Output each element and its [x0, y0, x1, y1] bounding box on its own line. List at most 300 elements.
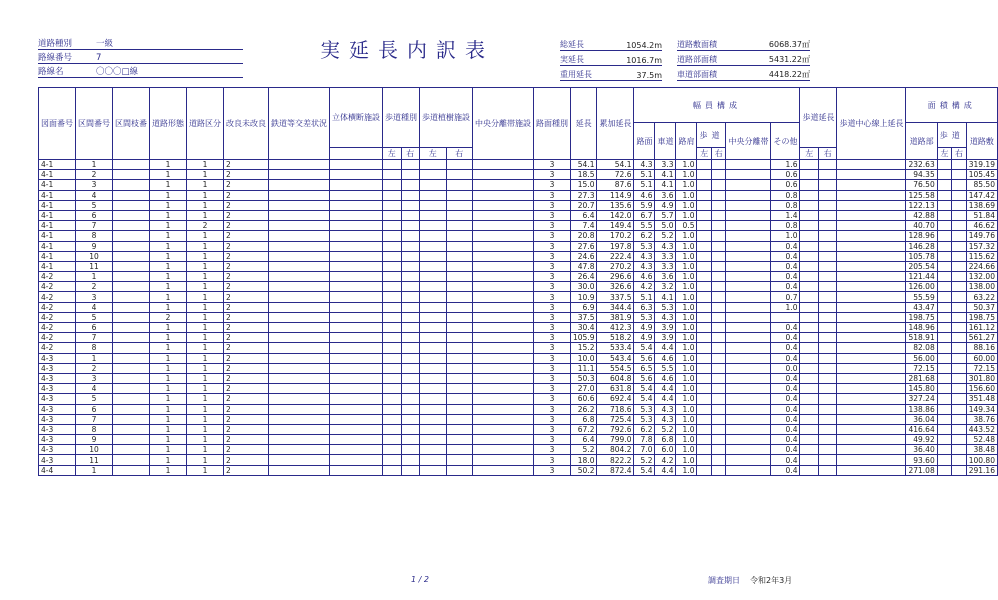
table-cell [697, 333, 712, 343]
table-cell [446, 404, 473, 414]
table-cell [800, 231, 819, 241]
table-cell: 27.0 [571, 384, 597, 394]
header-left-label: 路線名 [38, 67, 64, 77]
table-cell [383, 394, 402, 404]
table-cell: 4-2 [39, 272, 76, 282]
table-cell [937, 180, 951, 190]
table-cell [952, 210, 967, 220]
table-cell: 37.5 [571, 312, 597, 322]
table-cell: 1 [187, 160, 224, 170]
table-cell [726, 363, 771, 373]
table-cell [837, 353, 906, 363]
table-cell: 4.1 [655, 180, 676, 190]
col-sidewalk-type: 歩道種別 [383, 88, 420, 148]
table-cell: 125.58 [906, 190, 937, 200]
table-cell [937, 200, 951, 210]
table-cell: 7 [76, 333, 113, 343]
table-cell: 3 [534, 465, 571, 475]
table-cell [697, 414, 712, 424]
table-cell [269, 435, 330, 445]
table-cell [113, 373, 150, 383]
table-cell: 1 [187, 424, 224, 434]
table-cell: 4-3 [39, 445, 76, 455]
table-cell: 43.47 [906, 302, 937, 312]
table-row [39, 323, 998, 333]
table-cell [697, 323, 712, 333]
table-cell [837, 231, 906, 241]
table-cell [800, 292, 819, 302]
table-cell: 156.60 [966, 384, 997, 394]
table-cell [383, 231, 402, 241]
table-cell: 4-1 [39, 170, 76, 180]
table-cell [726, 465, 771, 475]
table-cell: 692.4 [597, 394, 634, 404]
table-cell [420, 384, 447, 394]
table-cell: 3 [534, 424, 571, 434]
table-cell: 1 [150, 455, 187, 465]
table-cell [330, 200, 383, 210]
table-cell: 161.12 [966, 323, 997, 333]
table-cell [726, 210, 771, 220]
table-cell: 27.3 [571, 190, 597, 200]
table-cell [837, 384, 906, 394]
table-row [39, 190, 998, 200]
table-cell [330, 251, 383, 261]
table-cell [697, 180, 712, 190]
table-cell [383, 200, 402, 210]
table-cell [383, 312, 402, 322]
table-cell: 88.16 [966, 343, 997, 353]
table-cell [818, 170, 837, 180]
table-cell: 7 [76, 414, 113, 424]
table-cell: 46.62 [966, 221, 997, 231]
header-left-label: 路線番号 [38, 53, 73, 63]
table-cell [952, 231, 967, 241]
table-cell: 1.0 [676, 282, 697, 292]
table-cell [697, 353, 712, 363]
table-cell: 224.66 [966, 261, 997, 271]
table-cell: 6.3 [634, 302, 655, 312]
table-row [39, 272, 998, 282]
table-cell: 2 [224, 404, 269, 414]
col-width-group: 幅員構成 [634, 88, 800, 123]
table-cell: 1.0 [676, 170, 697, 180]
table-cell: 0.4 [771, 241, 800, 251]
table-cell [818, 282, 837, 292]
table-cell [800, 160, 819, 170]
table-cell [113, 394, 150, 404]
col-w-sidewalk: 歩道 [697, 123, 726, 148]
table-cell [383, 180, 402, 190]
table-cell [711, 302, 726, 312]
table-cell: 792.6 [597, 424, 634, 434]
table-cell: 6.2 [634, 231, 655, 241]
table-cell: 3.6 [655, 190, 676, 200]
table-cell [420, 465, 447, 475]
table-cell [269, 343, 330, 353]
table-cell: 0.4 [771, 465, 800, 475]
col-sidewalk-len: 歩道延長 [800, 88, 837, 148]
table-cell: 1 [150, 414, 187, 424]
table-cell: 4.3 [655, 404, 676, 414]
col-sidewalk-type-right: 右 [401, 148, 420, 160]
table-cell [113, 384, 150, 394]
table-cell: 3 [534, 435, 571, 445]
table-cell [800, 190, 819, 200]
table-cell [473, 363, 534, 373]
table-cell: 1 [187, 200, 224, 210]
table-cell: 0.4 [771, 404, 800, 414]
table-cell [330, 404, 383, 414]
table-cell [800, 373, 819, 383]
table-cell [818, 312, 837, 322]
table-cell: 7.4 [571, 221, 597, 231]
table-cell [952, 445, 967, 455]
table-cell [837, 282, 906, 292]
table-cell [420, 200, 447, 210]
table-cell: 4-1 [39, 231, 76, 241]
table-cell: 222.4 [597, 251, 634, 261]
table-cell: 121.44 [906, 272, 937, 282]
table-cell [937, 414, 951, 424]
table-cell [818, 323, 837, 333]
table-cell: 72.6 [597, 170, 634, 180]
table-cell [420, 323, 447, 333]
table-cell [330, 241, 383, 251]
table-cell [383, 251, 402, 261]
table-cell: 6 [76, 404, 113, 414]
table-cell [818, 404, 837, 414]
table-cell [446, 394, 473, 404]
table-cell [473, 424, 534, 434]
table-cell: 67.2 [571, 424, 597, 434]
table-cell: 4-3 [39, 363, 76, 373]
table-cell [401, 160, 420, 170]
table-cell [697, 190, 712, 200]
header-right-length-row [560, 66, 662, 81]
table-cell [697, 363, 712, 373]
table-cell [697, 221, 712, 231]
table-cell [937, 424, 951, 434]
table-cell [401, 404, 420, 414]
table-cell: 138.69 [966, 200, 997, 210]
table-cell: 4 [76, 302, 113, 312]
table-cell: 26.4 [571, 272, 597, 282]
table-cell: 93.60 [906, 455, 937, 465]
table-cell: 1.0 [676, 343, 697, 353]
table-cell [837, 424, 906, 434]
table-cell [697, 160, 712, 170]
table-cell [837, 190, 906, 200]
table-cell: 4-3 [39, 455, 76, 465]
table-cell: 1.0 [676, 251, 697, 261]
table-cell: 2 [224, 190, 269, 200]
table-cell: 4.1 [655, 170, 676, 180]
table-cell: 3 [534, 160, 571, 170]
table-row [39, 302, 998, 312]
table-cell [446, 363, 473, 373]
table-cell: 3 [534, 302, 571, 312]
table-cell: 1 [150, 445, 187, 455]
table-cell [726, 333, 771, 343]
table-cell: 4-3 [39, 353, 76, 363]
table-cell: 4-3 [39, 373, 76, 383]
table-cell [726, 272, 771, 282]
table-cell: 554.5 [597, 363, 634, 373]
table-cell: 5.2 [655, 424, 676, 434]
table-cell [113, 445, 150, 455]
header-left-block [38, 36, 243, 78]
table-cell: 142.0 [597, 210, 634, 220]
table-cell [837, 414, 906, 424]
table-cell: 2 [224, 384, 269, 394]
table-cell: 1 [187, 363, 224, 373]
table-cell [446, 465, 473, 475]
table-cell [330, 363, 383, 373]
table-cell [401, 251, 420, 261]
table-cell [726, 200, 771, 210]
table-cell: 1 [150, 170, 187, 180]
table-cell: 271.08 [906, 465, 937, 475]
table-cell [473, 272, 534, 282]
table-cell [113, 424, 150, 434]
table-cell [446, 200, 473, 210]
table-cell [711, 282, 726, 292]
table-cell: 0.4 [771, 343, 800, 353]
table-cell [711, 251, 726, 261]
header-left-value: 一級 [96, 39, 114, 49]
table-cell: 76.50 [906, 180, 937, 190]
table-row [39, 394, 998, 404]
col-unimproved: 改良未改良 [224, 88, 269, 160]
table-cell: 5.5 [634, 221, 655, 231]
table-cell [401, 435, 420, 445]
table-cell: 1.0 [676, 312, 697, 322]
table-cell [952, 373, 967, 383]
table-cell [330, 353, 383, 363]
table-cell [473, 404, 534, 414]
table-cell [952, 363, 967, 373]
table-cell [420, 343, 447, 353]
table-cell [330, 373, 383, 383]
table-row [39, 353, 998, 363]
header-right-area-label: 道路部面積 [677, 55, 717, 64]
table-cell [818, 353, 837, 363]
table-cell [937, 312, 951, 322]
table-cell: 4-1 [39, 241, 76, 251]
table-cell: 5.4 [634, 394, 655, 404]
table-cell [952, 424, 967, 434]
table-cell [269, 160, 330, 170]
table-cell [937, 353, 951, 363]
table-cell: 50.2 [571, 465, 597, 475]
table-cell: 4-2 [39, 292, 76, 302]
table-cell [473, 312, 534, 322]
table-cell [383, 445, 402, 455]
table-cell [401, 465, 420, 475]
table-cell [401, 231, 420, 241]
table-cell: 1 [187, 394, 224, 404]
table-cell: 1.0 [676, 231, 697, 241]
table-cell: 1.0 [676, 333, 697, 343]
table-cell [697, 170, 712, 180]
table-cell: 6.0 [655, 445, 676, 455]
table-cell [937, 394, 951, 404]
table-cell: 0.4 [771, 435, 800, 445]
table-cell [800, 261, 819, 271]
table-cell: 0.4 [771, 323, 800, 333]
table-cell [401, 353, 420, 363]
table-cell: 4-1 [39, 190, 76, 200]
table-cell: 1 [150, 261, 187, 271]
table-row [39, 465, 998, 475]
table-cell: 4-1 [39, 251, 76, 261]
table-cell [711, 414, 726, 424]
col-sidewalk-len-right: 右 [818, 148, 837, 160]
col-w-sidewalk-left: 左 [697, 148, 712, 160]
table-cell: 351.48 [966, 394, 997, 404]
table-cell [726, 424, 771, 434]
table-cell: 1.4 [771, 210, 800, 220]
table-cell: 50.3 [571, 373, 597, 383]
table-cell: 24.6 [571, 251, 597, 261]
table-cell: 1 [150, 241, 187, 251]
table-cell: 2 [76, 282, 113, 292]
table-cell [113, 221, 150, 231]
table-cell [837, 312, 906, 322]
table-cell: 157.32 [966, 241, 997, 251]
table-row [39, 180, 998, 190]
table-cell: 85.50 [966, 180, 997, 190]
table-cell [711, 323, 726, 333]
table-cell: 1 [187, 384, 224, 394]
table-cell: 2 [224, 312, 269, 322]
table-cell [383, 465, 402, 475]
table-cell: 3 [76, 373, 113, 383]
table-cell [420, 241, 447, 251]
table-cell [330, 180, 383, 190]
table-cell: 5.6 [634, 353, 655, 363]
table-cell [818, 435, 837, 445]
table-cell: 4-3 [39, 435, 76, 445]
table-cell: 5.2 [634, 455, 655, 465]
table-cell: 8 [76, 424, 113, 434]
col-w-road: 路面 [634, 123, 655, 160]
table-cell: 145.80 [906, 384, 937, 394]
table-cell [726, 302, 771, 312]
table-cell: 0.4 [771, 261, 800, 271]
table-cell [726, 282, 771, 292]
table-cell: 2 [224, 241, 269, 251]
table-row [39, 170, 998, 180]
table-cell [383, 404, 402, 414]
table-cell [446, 424, 473, 434]
table-cell [818, 384, 837, 394]
table-cell [937, 373, 951, 383]
table-cell [420, 424, 447, 434]
table-cell [837, 221, 906, 231]
table-cell [726, 312, 771, 322]
table-cell: 1 [150, 353, 187, 363]
table-cell: 1 [187, 251, 224, 261]
table-cell [383, 414, 402, 424]
table-cell [401, 333, 420, 343]
table-cell [269, 323, 330, 333]
table-body [39, 160, 998, 476]
table-cell [383, 272, 402, 282]
table-cell: 6.5 [634, 363, 655, 373]
table-cell [697, 445, 712, 455]
table-cell: 3 [534, 241, 571, 251]
col-sidewalk-type-left: 左 [383, 148, 402, 160]
table-cell [473, 282, 534, 292]
table-cell [269, 353, 330, 363]
table-cell [113, 261, 150, 271]
table-cell: 1.0 [676, 190, 697, 200]
table-cell: 4.9 [655, 200, 676, 210]
table-cell [952, 160, 967, 170]
table-cell [269, 394, 330, 404]
table-cell [383, 282, 402, 292]
table-cell [330, 272, 383, 282]
table-cell [711, 221, 726, 231]
table-cell: 5.4 [634, 384, 655, 394]
table-cell: 1.0 [676, 373, 697, 383]
table-cell: 11.1 [571, 363, 597, 373]
table-cell: 4-1 [39, 210, 76, 220]
table-cell: 1 [150, 394, 187, 404]
table-cell: 1 [187, 261, 224, 271]
table-cell [330, 465, 383, 475]
table-cell [420, 373, 447, 383]
table-cell [473, 414, 534, 424]
table-cell: 4.6 [655, 353, 676, 363]
table-cell [473, 170, 534, 180]
table-cell [473, 302, 534, 312]
table-row [39, 445, 998, 455]
col-center-sidewalk: 歩道中心線上延長 [837, 88, 906, 160]
table-cell: 5 [76, 200, 113, 210]
col-w-shoulder: 路肩 [676, 123, 697, 160]
table-cell [420, 455, 447, 465]
table-cell [473, 210, 534, 220]
table-cell: 8 [76, 343, 113, 353]
table-cell [726, 435, 771, 445]
table-cell [383, 160, 402, 170]
table-cell: 1 [187, 231, 224, 241]
table-cell: 561.27 [966, 333, 997, 343]
table-cell: 1.0 [676, 160, 697, 170]
table-cell: 2 [224, 414, 269, 424]
table-cell [697, 282, 712, 292]
table-cell: 4.3 [655, 414, 676, 424]
table-cell [818, 241, 837, 251]
table-cell [383, 363, 402, 373]
table-cell: 3.3 [655, 160, 676, 170]
table-cell [800, 465, 819, 475]
table-cell [800, 251, 819, 261]
table-cell: 1 [150, 435, 187, 445]
table-row [39, 210, 998, 220]
table-cell: 87.6 [597, 180, 634, 190]
table-cell [113, 170, 150, 180]
table-cell [113, 190, 150, 200]
table-cell: 3 [534, 353, 571, 363]
table-cell [401, 190, 420, 200]
table-cell [952, 323, 967, 333]
table-cell [269, 180, 330, 190]
table-cell [837, 251, 906, 261]
